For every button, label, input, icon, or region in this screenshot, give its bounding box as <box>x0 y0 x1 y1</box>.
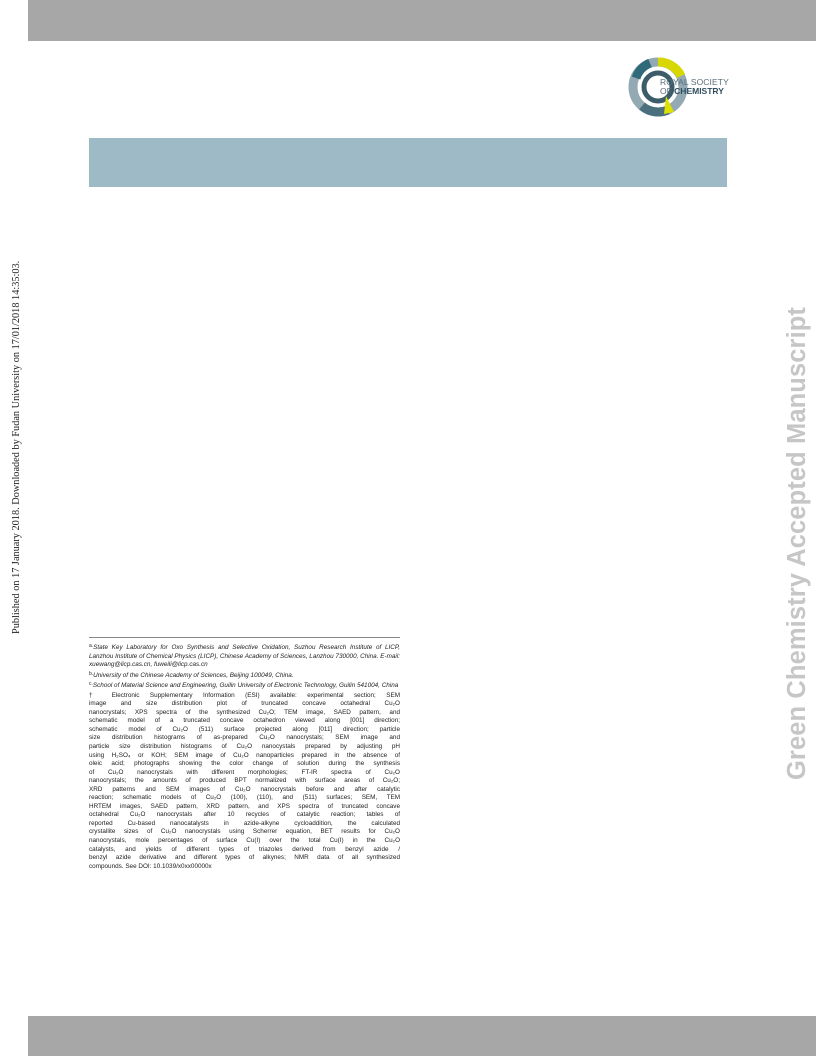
footer-bar <box>28 1016 816 1056</box>
logo-line1: ROYAL SOCIETY <box>660 77 729 87</box>
esi-line: image and size distribution plot of truncated concave octahedral Cu₂O <box>89 700 400 708</box>
esi-line: schematic model of a truncated concave octahedron viewed along [001] direction; <box>89 717 400 725</box>
esi-line: particle size distribution histograms of Cu₂O nanocystals prepared by adjusting pH <box>89 743 400 751</box>
header-bar <box>28 0 816 41</box>
esi-line: reaction; schematic models of Cu₂O (100), (110), and (511) surfaces; SEM, TEM <box>89 794 400 802</box>
download-note: Published on 17 January 2018. Downloaded by Fudan University on 17/01/2018 14:35:03. <box>11 260 22 634</box>
esi-line: XRD patterns and SEM images of Cu₂O nanocrystals before and after catalytic <box>89 785 400 793</box>
esi-line: of Cu₂O nanocrystals with different morphologies; FT-IR spectra of Cu₂O <box>89 768 400 776</box>
esi-line: † Electronic Supplementary Information (ESI) available: experimental section; SEM <box>89 691 400 699</box>
esi-line: HRTEM images, SAED pattern, XRD pattern, and XPS spectra of truncated concave <box>89 802 400 810</box>
esi-line: schematic model of Cu₂O (511) surface projected along [011̄] direction; particle <box>89 725 400 733</box>
esi-line: crystallite sizes of Cu₂O nanocrystals using Scherrer equation, BET results for Cu₂O <box>89 828 400 836</box>
affiliation-c: $^{c.}$School of Material Science and Engineering, Guilin University of Electronic Technology, Guilin 541004, China <box>89 681 399 690</box>
esi-line: benzyl azide derivative and different types of alkynes; NMR data of all synthesized <box>89 854 400 862</box>
affiliation-b: $^{b.}$University of the Chinese Academy of Sciences, Beijing 100049, China. <box>89 670 294 679</box>
esi-line: octahedral Cu₂O nanocrystals after 10 recycles of catalytic reaction; tables of <box>89 811 400 819</box>
esi-note <box>89 692 400 871</box>
esi-line: reported Cu-based nanocatalysts in azide-alkyne cycloaddition, the calculated <box>89 819 400 827</box>
esi-line: catalysts, and yields of different types of triazoles derived from benzyl azide / <box>89 845 400 853</box>
esi-line: nanocrystals; XPS spectra of the synthesized Cu₂O; TEM image, SAED pattern, and <box>89 708 400 716</box>
accepted-manuscript-watermark: Green Chemistry Accepted Manuscript <box>783 306 811 780</box>
logo-line2: OF CHEMISTRY <box>660 86 724 96</box>
esi-line: oleic acid; photographs showing the color change of solution during the synthesis <box>89 760 400 768</box>
esi-line: nanocrystals; the amounts of produced BPT normalized with surface areas of Cu₂O; <box>89 777 400 785</box>
rsc-logo-text <box>660 78 729 96</box>
esi-line: size distribution histograms of as-prepared Cu₂O nanocrystals; SEM image and <box>89 734 400 742</box>
esi-line: compounds. See DOI: 10.1039/x0xx00000x <box>89 862 212 870</box>
esi-line: nanocrystals, mole percentages of surface Cu(I) over the total Cu(I) in the Cu₂O <box>89 837 400 845</box>
footnotes <box>89 637 400 871</box>
esi-line: using H₂SO₄ or KOH; SEM image of Cu₂O nanoparticles prepared in the absence of <box>89 751 400 759</box>
affiliation-a: $^{a.}$State Key Laboratory for Oxo Synthesis and Selective Oxidation, Suzhou Research Institute of LICP, Lanzhou Institute of Chemical Physics (LICP), Chinese Academy of Sciences, Lanzhou 730000, China. E-mail: xuewang@licp.cas.cn, fuweili@licp.cas.cn <box>89 643 400 669</box>
title-band <box>89 138 727 187</box>
